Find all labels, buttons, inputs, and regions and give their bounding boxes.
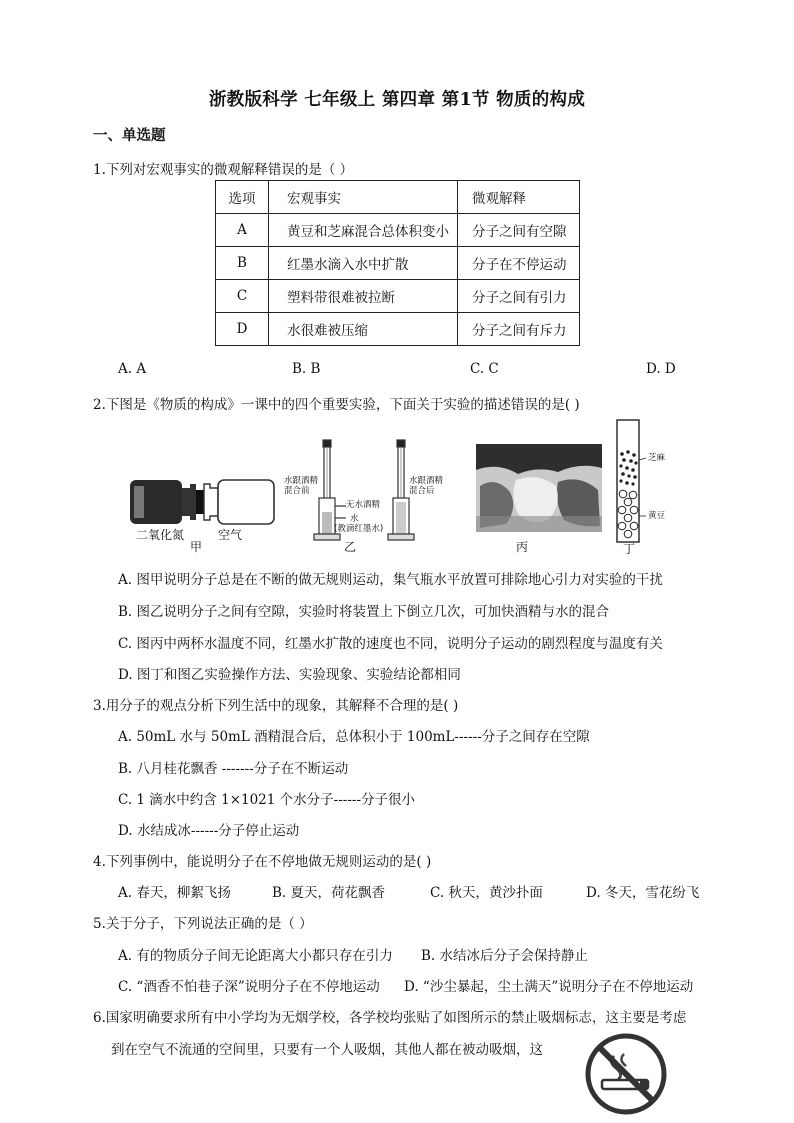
table-cell: 塑料带很难被拉断: [269, 280, 458, 313]
question-4-option-c[interactable]: C. 秋天，黄沙扑面: [430, 885, 543, 901]
question-1-table: [215, 180, 580, 346]
question-3-option-c[interactable]: C. 1 滴水中约含 1×1021 个水分子------分子很小: [118, 792, 416, 808]
question-3-option-d[interactable]: D. 水结成冰------分子停止运动: [118, 823, 300, 839]
figure-jia-caption: 甲: [190, 540, 203, 554]
table-cell: C: [216, 280, 269, 313]
figure-yi-water-label: 水: [350, 514, 359, 524]
figure-yi-alcohol-label: 无水酒精: [346, 500, 381, 510]
question-4-stem: 4.下列事例中，能说明分子在不停地做无规则运动的是( ): [93, 854, 432, 870]
table-header-cell: 选项: [216, 181, 269, 214]
question-5-stem: 5.关于分子，下列说法正确的是（ ）: [93, 916, 313, 932]
question-1-option-b[interactable]: B. B: [292, 361, 321, 377]
table-row: [216, 313, 580, 346]
figure-ding-bottom-label: 黄豆: [648, 511, 666, 521]
figure-ding-top-label: 芝麻: [648, 453, 666, 463]
figure-yi-note-label: (教滴红墨水): [334, 524, 384, 534]
table-row: [216, 247, 580, 280]
table-cell: 分子之间有斥力: [458, 313, 580, 346]
question-2-option-a[interactable]: A. 图甲说明分子总是在不断的做无规则运动，集气瓶水平放置可排除地心引力对实验的干扰: [118, 572, 663, 588]
table-header-cell: 微观解释: [458, 181, 580, 214]
question-6-stem-line2: 到在空气不流通的空间里，只要有一个人吸烟，其他人都在被动吸烟，这: [111, 1042, 543, 1058]
table-cell: 分子之间有空隙: [458, 214, 580, 247]
table-cell: 分子之间有引力: [458, 280, 580, 313]
table-cell: A: [216, 214, 269, 247]
question-5-option-a[interactable]: A. 有的物质分子间无论距离大小都只存在引力: [118, 948, 393, 964]
question-5-option-c[interactable]: C. “酒香不怕巷子深”说明分子在不停地运动: [118, 979, 380, 995]
table-row: [216, 280, 580, 313]
question-5-option-d[interactable]: D. “沙尘暴起，尘土满天”说明分子在不停地运动: [404, 979, 694, 995]
figure-yi-before-label: 水跟酒精混合前: [284, 476, 319, 496]
question-2-option-d[interactable]: D. 图丁和图乙实验操作方法、实验现象、实验结论都相同: [118, 667, 461, 683]
gas-bottles-illustration: [130, 480, 274, 524]
question-2-option-b[interactable]: B. 图乙说明分子之间有空隙，实验时将装置上下倒立几次，可加快酒精与水的混合: [118, 604, 610, 620]
question-2-option-c[interactable]: C. 图丙中两杯水温度不同，红墨水扩散的速度也不同，说明分子运动的剧烈程度与温度有关: [118, 636, 663, 652]
question-3-option-b[interactable]: B. 八月桂花飘香 -------分子在不断运动: [118, 761, 349, 777]
question-2-stem: 2.下图是《物质的构成》一课中的四个重要实验，下面关于实验的描述错误的是( ): [93, 397, 580, 413]
question-1-option-a[interactable]: A. A: [118, 361, 147, 377]
table-cell: 红墨水滴入水中扩散: [269, 247, 458, 280]
diffusion-photo: [476, 444, 602, 532]
figure-yi-caption: 乙: [344, 540, 357, 554]
table-cell: B: [216, 247, 269, 280]
question-4-option-d[interactable]: D. 冬天，雪花纷飞: [586, 885, 700, 901]
no-smoking-icon: [584, 1032, 668, 1116]
question-1-option-c[interactable]: C. C: [470, 361, 499, 377]
figure-jia-right-label: 空气: [218, 528, 243, 542]
question-3-option-a[interactable]: A. 50mL 水与 50mL 酒精混合后，总体积小于 100mL------分子之间存在空隙: [118, 729, 590, 745]
page-title: 浙教版科学 七年级上 第四章 第1节 物质的构成: [208, 90, 586, 110]
experiment-figure: [118, 416, 718, 556]
table-cell: 黄豆和芝麻混合总体积变小: [269, 214, 458, 247]
figure-ding-caption: 丁: [623, 542, 636, 556]
question-1-option-d[interactable]: D. D: [646, 361, 676, 377]
table-cell: D: [216, 313, 269, 346]
section-heading: 一、单选题: [93, 127, 166, 144]
figure-jia-left-label: 二氧化氮: [136, 528, 185, 542]
question-5-option-b[interactable]: B. 水结冰后分子会保持静止: [421, 948, 589, 964]
table-cell: 分子在不停运动: [458, 247, 580, 280]
question-4-option-b[interactable]: B. 夏天，荷花飘香: [272, 885, 386, 901]
figure-bing-caption: 丙: [516, 540, 529, 554]
tube-illustration: [617, 420, 646, 542]
question-3-stem: 3.用分子的观点分析下列生活中的现象，其解释不合理的是( ): [93, 698, 459, 714]
table-cell: 水很难被压缩: [269, 313, 458, 346]
question-1-stem: 1.下列对宏观事实的微观解释错误的是（ ）: [93, 162, 354, 178]
question-6-stem-line1: 6.国家明确要求所有中小学均为无烟学校，各学校均张贴了如图所示的禁止吸烟标志，这主要是考虑: [93, 1010, 687, 1026]
table-row: [216, 214, 580, 247]
question-4-option-a[interactable]: A. 春天，柳絮飞扬: [118, 885, 231, 901]
table-header-cell: 宏观事实: [269, 181, 458, 214]
table-row: [216, 181, 580, 214]
figure-yi-after-label: 水跟酒精混合后: [409, 476, 444, 496]
